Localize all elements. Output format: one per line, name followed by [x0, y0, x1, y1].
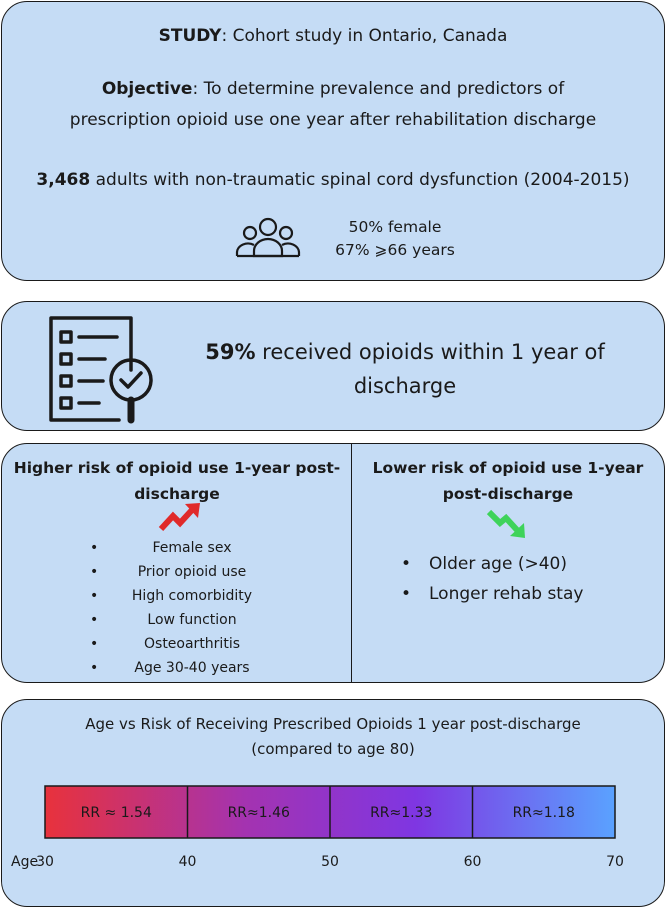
trend-up-arrow-icon: [158, 502, 202, 532]
study-panel: [1, 1, 665, 281]
x-tick-label: 50: [321, 854, 339, 870]
list-item: • Female sex: [90, 540, 232, 556]
list-item-label: Older age (>40): [429, 554, 567, 574]
higher-risk-list: [2, 536, 352, 680]
people-group-icon: [235, 216, 301, 258]
age-risk-chart: [2, 700, 666, 908]
list-item-label: Prior opioid use: [137, 564, 247, 580]
x-tick-label: 60: [463, 854, 482, 870]
x-tick-label: 30: [36, 854, 54, 870]
age-percent: 67% ⩾66 years: [335, 241, 455, 259]
list-item-label: High comorbidity: [131, 588, 253, 604]
lower-risk-title: Lower risk of opioid use 1-year post-discharge: [372, 459, 644, 503]
list-item-label: Age 30-40 years: [134, 660, 250, 676]
objective-text: : To determine prevalence and predictors of: [192, 79, 565, 99]
population-line: [2, 170, 664, 190]
list-item-label: Female sex: [152, 540, 232, 556]
risk-factors-panel: [1, 443, 665, 683]
list-item: • Age 30-40 years: [90, 660, 250, 676]
list-item: • High comorbidity: [90, 588, 253, 604]
list-item: • Low function: [90, 612, 237, 628]
segment-label: RR≈1.18: [512, 805, 575, 821]
headline-text: [195, 335, 615, 403]
study-line: [2, 26, 664, 46]
chart-title: Age vs Risk of Receiving Prescribed Opioids 1 year post-discharge: [85, 715, 581, 733]
study-text: : Cohort study in Ontario, Canada: [221, 26, 508, 46]
list-item: • Prior opioid use: [90, 564, 247, 580]
study-label: STUDY: [158, 26, 222, 46]
headline-body: received opioids within 1 year of discharge: [255, 340, 605, 398]
higher-risk-title: Higher risk of opioid use 1-year post-discharge: [13, 459, 341, 503]
female-percent: 50% female: [348, 218, 442, 236]
list-item-label: Osteoarthritis: [144, 636, 240, 652]
segment-label: RR≈1.33: [370, 805, 433, 821]
chart-layer: [11, 786, 624, 870]
population-count: 3,468: [36, 170, 91, 190]
x-tick-label: 40: [178, 854, 197, 870]
chart-subtitle: (compared to age 80): [251, 740, 415, 758]
demographics: [320, 216, 470, 262]
list-item-label: Longer rehab stay: [429, 584, 584, 604]
segment-label: RR ≈ 1.54: [80, 805, 152, 821]
segment-label: RR≈1.46: [227, 805, 290, 821]
headline-percent: 59%: [205, 340, 256, 364]
population-text: adults with non-traumatic spinal cord dysfunction (2004-2015): [90, 170, 630, 190]
headline-panel: [1, 301, 665, 431]
trend-down-arrow-icon: [486, 508, 530, 540]
objective-label: Objective: [101, 79, 193, 99]
checklist-magnifier-icon: [47, 314, 175, 424]
list-item: • Osteoarthritis: [90, 636, 240, 652]
x-tick-label: 70: [606, 854, 624, 870]
list-item-label: Low function: [147, 612, 237, 628]
objective-line-2: prescription opioid use one year after rehabilitation discharge: [69, 110, 597, 130]
x-axis-label: Age: [11, 854, 39, 870]
objective-line: [2, 79, 664, 99]
list-item: • Older age (>40): [401, 554, 567, 574]
lower-risk-list: [397, 549, 657, 609]
list-item: • Longer rehab stay: [401, 584, 584, 604]
age-risk-panel: [1, 699, 665, 907]
